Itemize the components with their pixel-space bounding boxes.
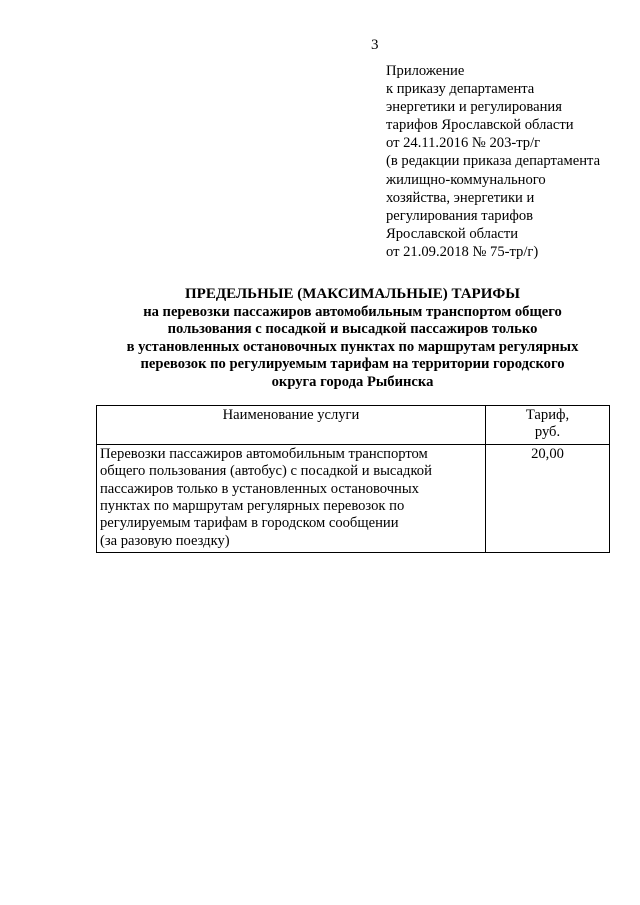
appendix-line: тарифов Ярославской области — [386, 117, 574, 134]
service-line: регулируемым тарифам в городском сообщении — [100, 515, 399, 532]
service-line: пассажиров только в установленных остановочных — [100, 480, 419, 497]
appendix-note — [386, 62, 631, 261]
service-line: (за разовую поездку) — [100, 532, 230, 549]
appendix-line: энергетики и регулирования — [386, 99, 562, 116]
header-service: Наименование услуги — [97, 406, 486, 445]
title-subtitle-line: на перевозки пассажиров автомобильным транспортом общего — [143, 303, 562, 320]
appendix-line: хозяйства, энергетики и — [386, 189, 535, 206]
price-cell: 20,00 — [486, 444, 610, 552]
service-line: пунктах по маршрутам регулярных перевозок по — [100, 498, 405, 515]
page-number: 3 — [371, 37, 379, 53]
service-line: Перевозки пассажиров автомобильным транспортом — [100, 445, 428, 462]
table-header-row — [97, 406, 610, 445]
appendix-line: Приложение — [386, 63, 465, 79]
appendix-line: жилищно-коммунального — [386, 171, 546, 188]
header-price — [486, 406, 610, 445]
document-title — [95, 286, 610, 392]
title-heading: ПРЕДЕЛЬНЫЕ (МАКСИМАЛЬНЫЕ) ТАРИФЫ — [185, 286, 520, 302]
service-line: общего пользования (автобус) с посадкой и высадкой — [100, 463, 432, 480]
title-subtitle-line: пользования с посадкой и высадкой пассажиров только — [167, 321, 538, 338]
appendix-line: Ярославской области — [386, 225, 519, 242]
title-subtitle-line: в установленных остановочных пунктах по маршрутам регулярных — [126, 338, 579, 355]
service-cell — [97, 444, 486, 552]
title-subtitle-line: перевозок по регулируемым тарифам на территории городского — [140, 356, 565, 373]
header-price-line1: Тариф, — [525, 407, 570, 423]
title-subtitle-line: округа города Рыбинска — [271, 373, 434, 390]
appendix-line: от 21.09.2018 № 75-тр/г) — [386, 243, 539, 260]
appendix-line: от 24.11.2016 № 203-тр/г — [386, 135, 541, 152]
header-price-line2: руб. — [534, 424, 561, 441]
appendix-line: регулирования тарифов — [386, 207, 534, 224]
appendix-line: к приказу департамента — [386, 81, 535, 98]
appendix-line: (в редакции приказа департамента — [386, 153, 601, 170]
tariff-table — [96, 405, 610, 553]
table-row — [97, 444, 610, 552]
